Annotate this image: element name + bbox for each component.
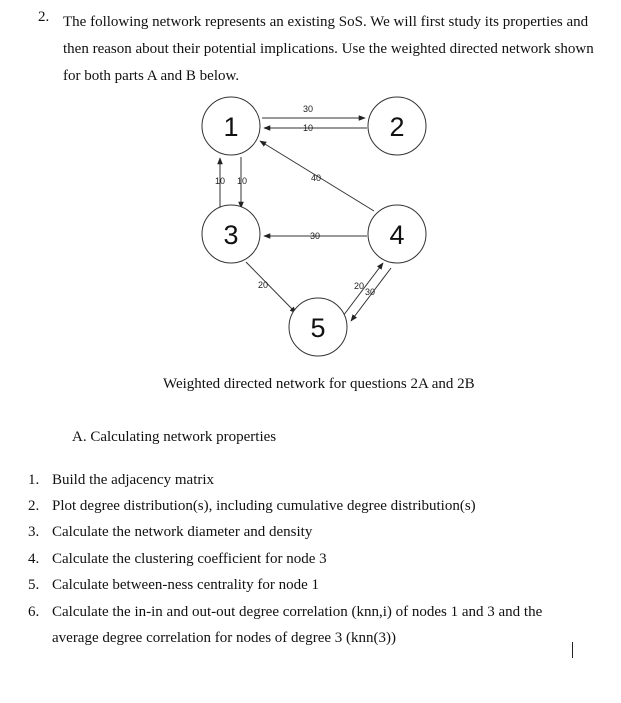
edge-3-to-5 xyxy=(246,262,296,313)
section-title: Calculating network properties xyxy=(90,429,277,445)
node-4 xyxy=(368,205,426,263)
edge-label-4-1: 40 xyxy=(311,173,322,183)
edge-label-2-1: 10 xyxy=(303,123,314,133)
list-item-number: 6. xyxy=(28,604,40,620)
question-text: The following network represents an existing SoS. We will first study its properties and then reason about their potential implications. Use the weighted directed network shown for both parts A and B below. xyxy=(63,14,594,84)
node-2 xyxy=(368,97,426,155)
edge-label-3-1: 10 xyxy=(215,176,226,186)
list-item-text: average degree correlation for nodes of degree 3 (knn(3)) xyxy=(52,630,396,646)
node-3 xyxy=(202,205,260,263)
node-4-label: 4 xyxy=(389,220,405,250)
list-item-text: Calculate between-ness centrality for node 1 xyxy=(52,577,319,593)
edge-label-1-3: 10 xyxy=(237,176,248,186)
node-5 xyxy=(289,298,347,356)
list-item-text: Calculate the clustering coefficient for node 3 xyxy=(52,551,327,567)
list-item-number: 4. xyxy=(28,551,40,567)
list-item-text: Build the adjacency matrix xyxy=(52,472,215,488)
section-heading xyxy=(72,429,276,446)
edge-label-5-4: 20 xyxy=(354,281,365,291)
text-cursor xyxy=(572,642,573,658)
section-label: A. xyxy=(72,429,87,445)
list-item-text: Plot degree distribution(s), including cumulative degree distribution(s) xyxy=(52,498,476,514)
node-2-label: 2 xyxy=(389,112,405,142)
edge-label-4-5: 30 xyxy=(365,287,376,297)
node-1 xyxy=(202,97,260,155)
list-item-number: 3. xyxy=(28,524,40,540)
question-number: 2. xyxy=(38,9,50,25)
edge-label-3-5: 20 xyxy=(258,280,269,290)
list-item-number: 5. xyxy=(28,577,40,593)
node-1-label: 1 xyxy=(223,112,239,142)
node-5-label: 5 xyxy=(310,313,326,343)
edge-label-1-2: 30 xyxy=(303,104,314,114)
list-item-number: 2. xyxy=(28,498,40,514)
node-3-label: 3 xyxy=(223,220,239,250)
edge-label-4-3: 30 xyxy=(310,231,321,241)
figure-caption: Weighted directed network for questions 2A and 2B xyxy=(163,376,475,392)
list-item-text: Calculate the in-in and out-out degree correlation (knn,i) of nodes 1 and 3 and the xyxy=(52,604,543,620)
list-item-text: Calculate the network diameter and density xyxy=(52,524,313,540)
list-item-number: 1. xyxy=(28,472,40,488)
